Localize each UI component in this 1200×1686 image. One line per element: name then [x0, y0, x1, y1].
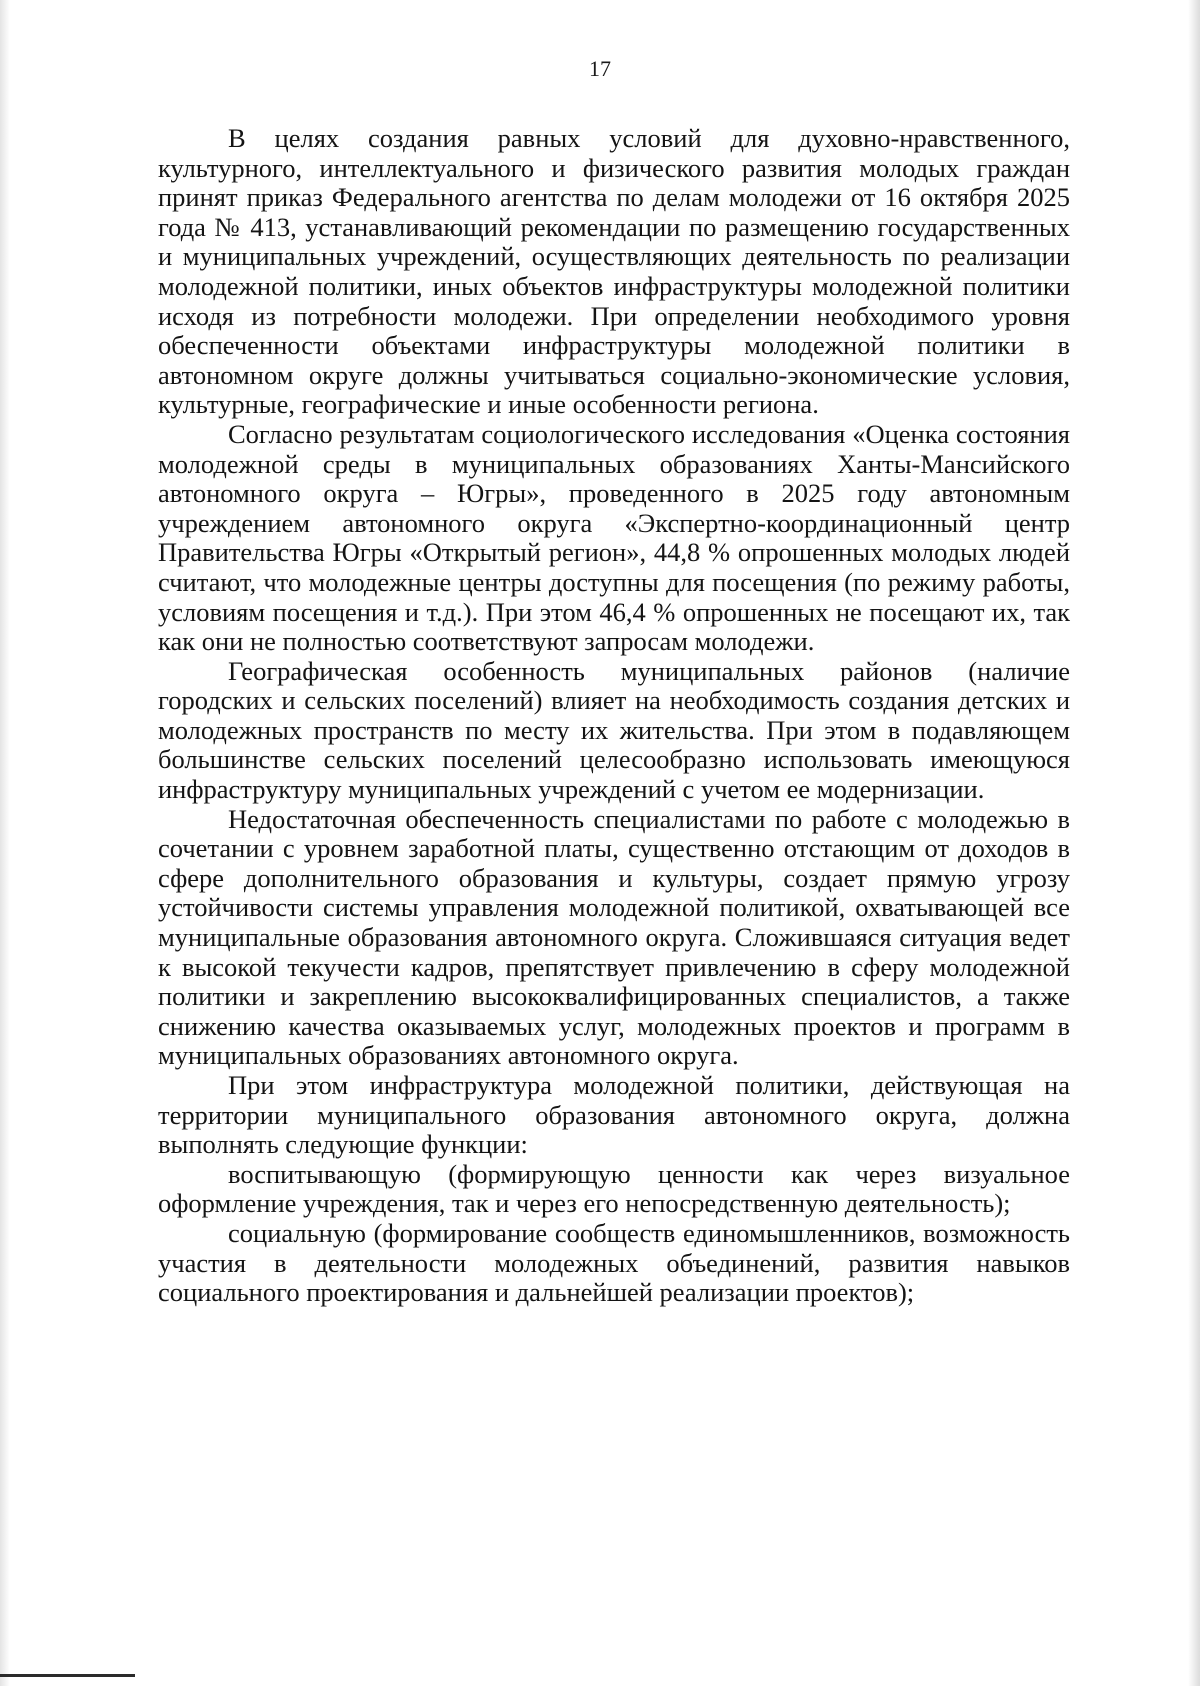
paragraph-geographic-features: Географическая особенность муниципальных районов (наличие городских и сельских поселений) влияет на необходимость создания детских и молодежных пространств по месту их жительства. При этом в подавляющем большинстве сельских поселений целесообразно использовать имеющуюся инфраструктуру муниципальных учреждений с учетом ее модернизации. [158, 655, 1070, 805]
paragraph-equal-conditions: В целях создания равных условий для духовно-нравственного, культурного, интеллектуального и физического развития молодых граждан принят приказ Федерального агентства по делам молодежи от 16 октября 2025 года № 413, устанавливающий рекомендации по размещению государственных и муниципальных учреждений, осуществляющих деятельность по реализации молодежной политики, иных объектов инфраструктуры молодежной политики исходя из потребности молодежи. При определении необходимого уровня обеспеченности объектами инфраструктуры молодежной политики в автономном округе должны учитываться социально-экономические условия, культурные, географические и иные особенности региона. [158, 123, 1070, 420]
scan-shadow-left [0, 0, 10, 1686]
paragraph-infrastructure-functions: При этом инфраструктура молодежной политики, действующая на территории муниципального образования автономного округа, должна выполнять следующие функции: [158, 1070, 1070, 1160]
paragraph-sociological-study: Согласно результатам социологического исследования «Оценка состояния молодежной среды в муниципальных образованиях Ханты-Мансийского автономного округа – Югры», проведенного в 2025 году автономным учреждением автономного округа «Экспертно-координационный центр Правительства Югры «Открытый регион», 44,8 % опрошенных молодых людей считают, что молодежные центры доступны для посещения (по режиму работы, условиям посещения и т.д.). При этом 46,4 % опрошенных не посещают их, так как они не полностью соответствуют запросам молодежи. [158, 418, 1070, 657]
page-number: 17 [589, 56, 611, 81]
paragraph-staffing-shortage: Недостаточная обеспеченность специалистами по работе с молодежью в сочетании с уровнем заработной платы, существенно отстающим от доходов в сфере дополнительного образования и культуры, создает прямую угрозу устойчивости системы управления молодежной политикой, охватывающей все муниципальные образования автономного округа. Сложившаяся ситуация ведет к высокой текучести кадров, препятствует привлечению в сферу молодежной политики и закреплению высококвалифицированных специалистов, а также снижению качества оказываемых услуг, молодежных проектов и программ в муниципальных образованиях автономного округа. [158, 803, 1070, 1071]
list-item-social-function: социальную (формирование сообществ единомышленников, возможность участия в деятельности молодежных объединений, развития навыков социального проектирования и дальнейшей реализации проектов); [158, 1217, 1070, 1308]
document-body [158, 124, 1070, 1308]
list-item-educational-function: воспитывающую (формирующую ценности как через визуальное оформление учреждения, так и через его непосредственную деятельность); [158, 1158, 1070, 1219]
scan-shadow-right [1188, 0, 1200, 1686]
scan-artifact-line [0, 1674, 135, 1677]
